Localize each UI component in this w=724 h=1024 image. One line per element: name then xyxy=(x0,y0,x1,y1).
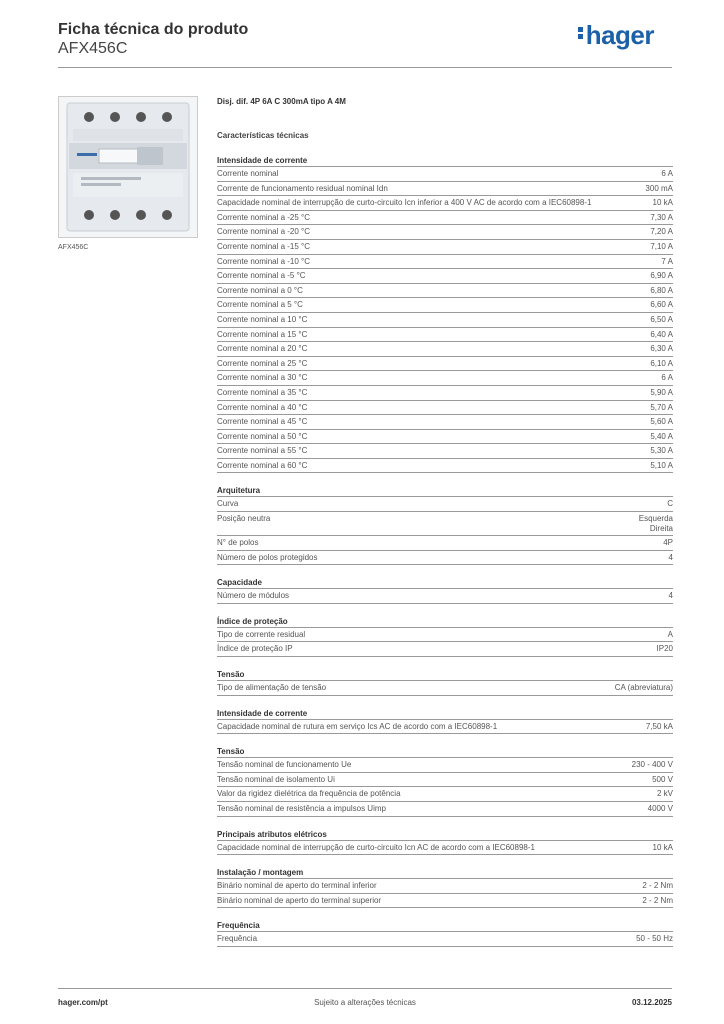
spec-row xyxy=(217,536,673,551)
section-title: Intensidade de corrente xyxy=(217,708,673,720)
spec-row xyxy=(217,894,673,909)
spec-value: 5,40 A xyxy=(650,431,673,441)
spec-label: Corrente nominal a 45 °C xyxy=(217,417,308,427)
spec-value: 6,60 A xyxy=(650,300,673,310)
spec-section xyxy=(217,920,673,947)
spec-row xyxy=(217,240,673,255)
product-image-caption: AFX456C xyxy=(58,244,89,251)
spec-row xyxy=(217,415,673,430)
spec-value: 7,20 A xyxy=(650,227,673,237)
spec-row xyxy=(217,841,673,856)
spec-value: A xyxy=(667,629,673,639)
spec-label: Curva xyxy=(217,499,239,509)
spec-row xyxy=(217,681,673,696)
footer-date: 03.12.2025 xyxy=(631,998,672,1007)
spec-row xyxy=(217,342,673,357)
spec-row xyxy=(217,328,673,343)
circuit-breaker-icon xyxy=(59,97,197,237)
section-title: Tensão xyxy=(217,746,673,758)
section-title: Arquitetura xyxy=(217,485,673,497)
spec-value: 5,10 A xyxy=(650,460,673,470)
spec-value: 6,50 A xyxy=(650,314,673,324)
spec-section xyxy=(217,485,673,565)
spec-value: 7,30 A xyxy=(650,212,673,222)
spec-row xyxy=(217,589,673,604)
spec-value: 10 kA xyxy=(652,842,673,852)
technical-characteristics-heading: Características técnicas xyxy=(217,131,309,140)
spec-label: N° de polos xyxy=(217,538,259,548)
spec-value: 2 - 2 Nm xyxy=(642,881,673,891)
spec-label: Corrente nominal a 30 °C xyxy=(217,373,308,383)
spec-label: Corrente de funcionamento residual nominal Idn xyxy=(217,183,388,193)
spec-row xyxy=(217,628,673,643)
brand-logo xyxy=(578,20,654,51)
spec-label: Corrente nominal a 15 °C xyxy=(217,329,308,339)
spec-section xyxy=(217,616,673,657)
section-title: Intensidade de corrente xyxy=(217,155,673,167)
spec-row xyxy=(217,459,673,474)
spec-label: Frequência xyxy=(217,934,258,944)
spec-label: Posição neutra xyxy=(217,514,271,524)
spec-value: 2 - 2 Nm xyxy=(642,895,673,905)
product-image xyxy=(58,96,198,238)
spec-label: Corrente nominal a -5 °C xyxy=(217,271,306,281)
spec-row xyxy=(217,879,673,894)
spec-section xyxy=(217,829,673,856)
section-title: Frequência xyxy=(217,920,673,932)
spec-label: Corrente nominal a -10 °C xyxy=(217,256,311,266)
spec-label: Corrente nominal a -20 °C xyxy=(217,227,311,237)
spec-label: Tipo de alimentação de tensão xyxy=(217,683,327,693)
spec-label: Corrente nominal a 40 °C xyxy=(217,402,308,412)
spec-value: IP20 xyxy=(656,644,673,654)
spec-value: 5,70 A xyxy=(650,402,673,412)
brand-name: hager xyxy=(585,20,654,50)
spec-label: Tensão nominal de funcionamento Ue xyxy=(217,760,352,770)
spec-value: 5,90 A xyxy=(650,387,673,397)
spec-row xyxy=(217,773,673,788)
spec-value: 2 kV xyxy=(656,789,673,799)
spec-value: 6,40 A xyxy=(650,329,673,339)
spec-section xyxy=(217,577,673,604)
spec-label: Número de polos protegidos xyxy=(217,552,318,562)
spec-row xyxy=(217,298,673,313)
spec-row xyxy=(217,512,673,536)
footer-notice: Sujeito a alterações técnicas xyxy=(314,998,416,1007)
spec-label: Corrente nominal a 60 °C xyxy=(217,460,308,470)
spec-row xyxy=(217,642,673,657)
spec-label: Capacidade nominal de interrupção de curto-circuito Icn AC de acordo com a IEC60898-1 xyxy=(217,842,535,852)
header-divider xyxy=(58,67,672,68)
spec-row xyxy=(217,932,673,947)
spec-value: 6 A xyxy=(661,373,673,383)
spec-row xyxy=(217,371,673,386)
spec-section xyxy=(217,669,673,696)
spec-label: Corrente nominal a 10 °C xyxy=(217,314,308,324)
spec-row xyxy=(217,720,673,735)
spec-label: Capacidade nominal de rutura em serviço Ics AC de acordo com a IEC60898-1 xyxy=(217,721,498,731)
spec-value: Esquerda Direita xyxy=(638,514,673,534)
spec-section xyxy=(217,746,673,816)
spec-row xyxy=(217,401,673,416)
logo-dots-icon xyxy=(578,25,584,41)
product-code: AFX456C xyxy=(58,40,128,57)
spec-value: C xyxy=(667,499,673,509)
spec-row xyxy=(217,357,673,372)
page-header xyxy=(58,20,672,70)
section-title: Tensão xyxy=(217,669,673,681)
spec-value: 7,50 kA xyxy=(645,721,673,731)
spec-value: 7 A xyxy=(661,256,673,266)
spec-section xyxy=(217,708,673,735)
spec-label: Corrente nominal a 0 °C xyxy=(217,285,303,295)
document-title: Ficha técnica do produto xyxy=(58,21,249,38)
spec-label: Corrente nominal a 25 °C xyxy=(217,358,308,368)
spec-value: 10 kA xyxy=(652,198,673,208)
spec-value: 4P xyxy=(663,538,673,548)
footer-divider xyxy=(58,988,672,989)
spec-row xyxy=(217,444,673,459)
spec-row xyxy=(217,313,673,328)
spec-value: 50 - 50 Hz xyxy=(636,934,673,944)
spec-value: CA (abreviatura) xyxy=(614,683,673,693)
spec-label: Corrente nominal a 20 °C xyxy=(217,344,308,354)
spec-row xyxy=(217,802,673,817)
spec-value: 6,90 A xyxy=(650,271,673,281)
spec-value: 6 A xyxy=(661,169,673,178)
spec-section xyxy=(217,867,673,908)
spec-label: Corrente nominal a 35 °C xyxy=(217,387,308,397)
spec-row xyxy=(217,269,673,284)
section-title: Capacidade xyxy=(217,577,673,589)
spec-value: 230 - 400 V xyxy=(631,760,673,770)
footer-website-link[interactable]: hager.com/pt xyxy=(58,998,108,1007)
spec-label: Valor da rigidez dielétrica da frequência de potência xyxy=(217,789,401,799)
spec-row xyxy=(217,430,673,445)
spec-label: Tipo de corrente residual xyxy=(217,629,306,639)
spec-row xyxy=(217,182,673,197)
spec-value: 5,60 A xyxy=(650,417,673,427)
spec-sections xyxy=(217,155,673,947)
spec-row xyxy=(217,284,673,299)
spec-row xyxy=(217,497,673,512)
spec-label: Binário nominal de aperto do terminal inferior xyxy=(217,881,377,891)
spec-label: Corrente nominal a 55 °C xyxy=(217,446,308,456)
spec-label: Corrente nominal a 5 °C xyxy=(217,300,303,310)
spec-row xyxy=(217,211,673,226)
section-title: Instalação / montagem xyxy=(217,867,673,879)
spec-value: 6,30 A xyxy=(650,344,673,354)
spec-row xyxy=(217,167,673,182)
spec-row xyxy=(217,787,673,802)
spec-label: Tensão nominal de resistência a impulsos Uimp xyxy=(217,804,386,813)
spec-value: 4000 V xyxy=(647,804,673,813)
spec-row xyxy=(217,551,673,566)
spec-label: Tensão nominal de isolamento Ui xyxy=(217,774,335,784)
spec-row xyxy=(217,758,673,773)
spec-row xyxy=(217,255,673,270)
spec-label: Índice de proteção IP xyxy=(217,644,293,654)
spec-section xyxy=(217,155,673,473)
spec-row xyxy=(217,386,673,401)
spec-label: Corrente nominal a -25 °C xyxy=(217,212,311,222)
spec-value: 4 xyxy=(668,552,673,562)
product-description: Disj. dif. 4P 6A C 300mA tipo A 4M xyxy=(217,97,346,106)
section-title: Índice de proteção xyxy=(217,616,673,628)
spec-value: 7,10 A xyxy=(650,241,673,251)
section-title: Principais atributos elétricos xyxy=(217,829,673,841)
spec-row xyxy=(217,225,673,240)
spec-label: Corrente nominal a -15 °C xyxy=(217,241,311,251)
spec-label: Capacidade nominal de interrupção de curto-circuito Icn inferior a 400 V AC de acordo com a IEC60898-1 xyxy=(217,198,592,208)
spec-label: Corrente nominal a 50 °C xyxy=(217,431,308,441)
spec-content xyxy=(217,97,673,947)
spec-row xyxy=(217,196,673,211)
spec-label: Binário nominal de aperto do terminal superior xyxy=(217,895,382,905)
spec-value: 500 V xyxy=(652,774,673,784)
spec-label: Número de módulos xyxy=(217,591,290,601)
spec-value: 6,80 A xyxy=(650,285,673,295)
spec-value: 6,10 A xyxy=(650,358,673,368)
spec-value: 5,30 A xyxy=(650,446,673,456)
spec-value: 4 xyxy=(668,591,673,601)
spec-value: 300 mA xyxy=(645,183,673,193)
spec-label: Corrente nominal xyxy=(217,169,279,178)
